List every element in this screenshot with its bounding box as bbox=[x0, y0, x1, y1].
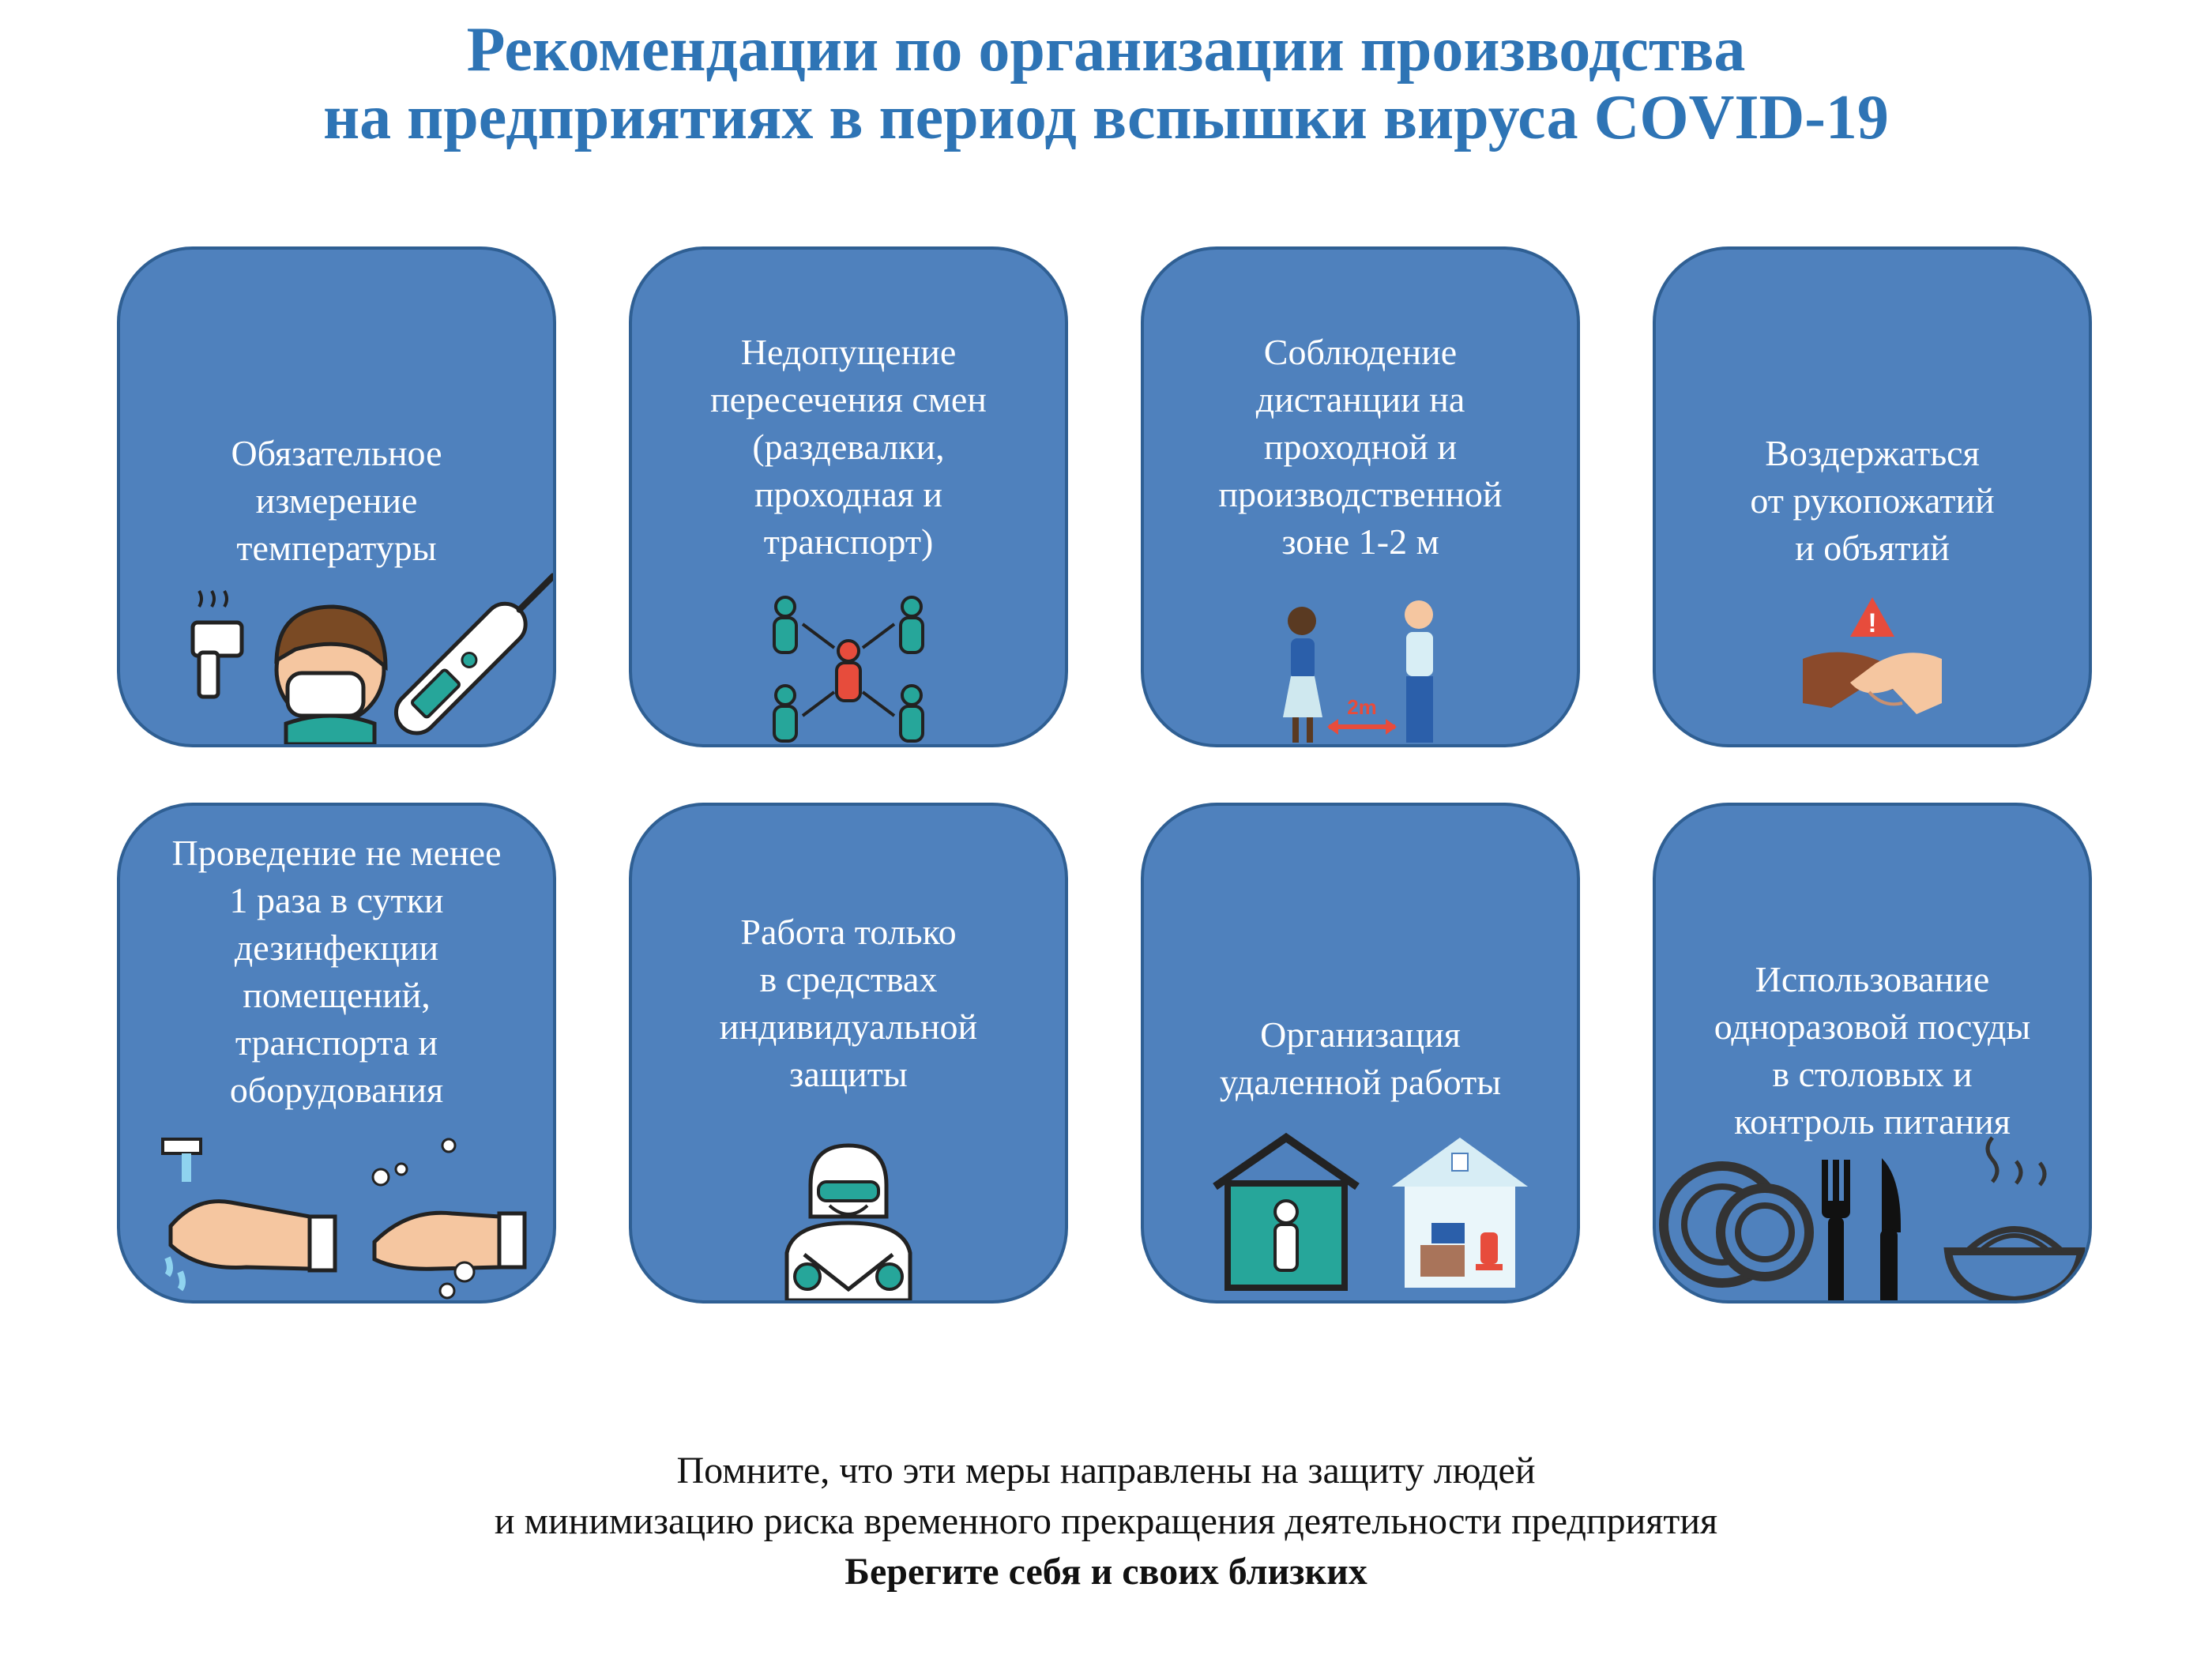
home-office-icon bbox=[1144, 806, 1577, 1300]
footer-line-3: Берегите себя и своих близких bbox=[845, 1551, 1367, 1593]
distance-icon bbox=[1144, 250, 1577, 744]
card-tableware bbox=[1653, 803, 2092, 1304]
distance-label: 2m bbox=[1347, 695, 1377, 719]
card-handshake bbox=[1653, 246, 2092, 747]
warning-glyph: ! bbox=[1868, 608, 1877, 638]
thermometer-icon bbox=[120, 250, 553, 744]
protective-suit-icon bbox=[632, 806, 1065, 1300]
hand-washing-icon bbox=[120, 806, 553, 1300]
card-distance bbox=[1141, 246, 1580, 747]
card-text: Недопущение пересечения смен (раздевалки, проходная и транспорт) bbox=[710, 332, 987, 562]
card-text: Работа только в средствах индивидуальной защиты bbox=[719, 912, 978, 1094]
card-text: Обязательное измерение температуры bbox=[231, 433, 442, 568]
card-text: Использование одноразовой посуды в столовых и контроль питания bbox=[1714, 959, 2031, 1142]
people-shift-icon bbox=[632, 250, 1065, 744]
card-text: Соблюдение дистанции на проходной и производственной зоне 1-2 м bbox=[1218, 332, 1503, 562]
footer-line-1: Помните, что эти меры направлены на защиту людей bbox=[676, 1450, 1536, 1492]
title-line-1: Рекомендации по организации производства bbox=[466, 15, 1746, 85]
card-disinfection bbox=[117, 803, 556, 1304]
card-text: Организация удаленной работы bbox=[1219, 1014, 1502, 1102]
title-line-2: на предприятиях в период вспышки вируса COVID-19 bbox=[323, 83, 1889, 152]
card-temperature bbox=[117, 246, 556, 747]
footer-line-2: и минимизацию риска временного прекращения деятельности предприятия bbox=[494, 1500, 1718, 1542]
card-remote-work bbox=[1141, 803, 1580, 1304]
card-shifts bbox=[629, 246, 1068, 747]
handshake-icon bbox=[1656, 250, 2089, 744]
tableware-icon bbox=[1656, 806, 2089, 1300]
card-text: Воздержаться от рукопожатий и объятий bbox=[1750, 433, 1995, 568]
footer bbox=[0, 1446, 2212, 1597]
card-ppe bbox=[629, 803, 1068, 1304]
card-text: Проведение не менее 1 раза в сутки дезинфекции помещений, транспорта и оборудования bbox=[171, 833, 502, 1110]
page-title bbox=[0, 16, 2212, 152]
